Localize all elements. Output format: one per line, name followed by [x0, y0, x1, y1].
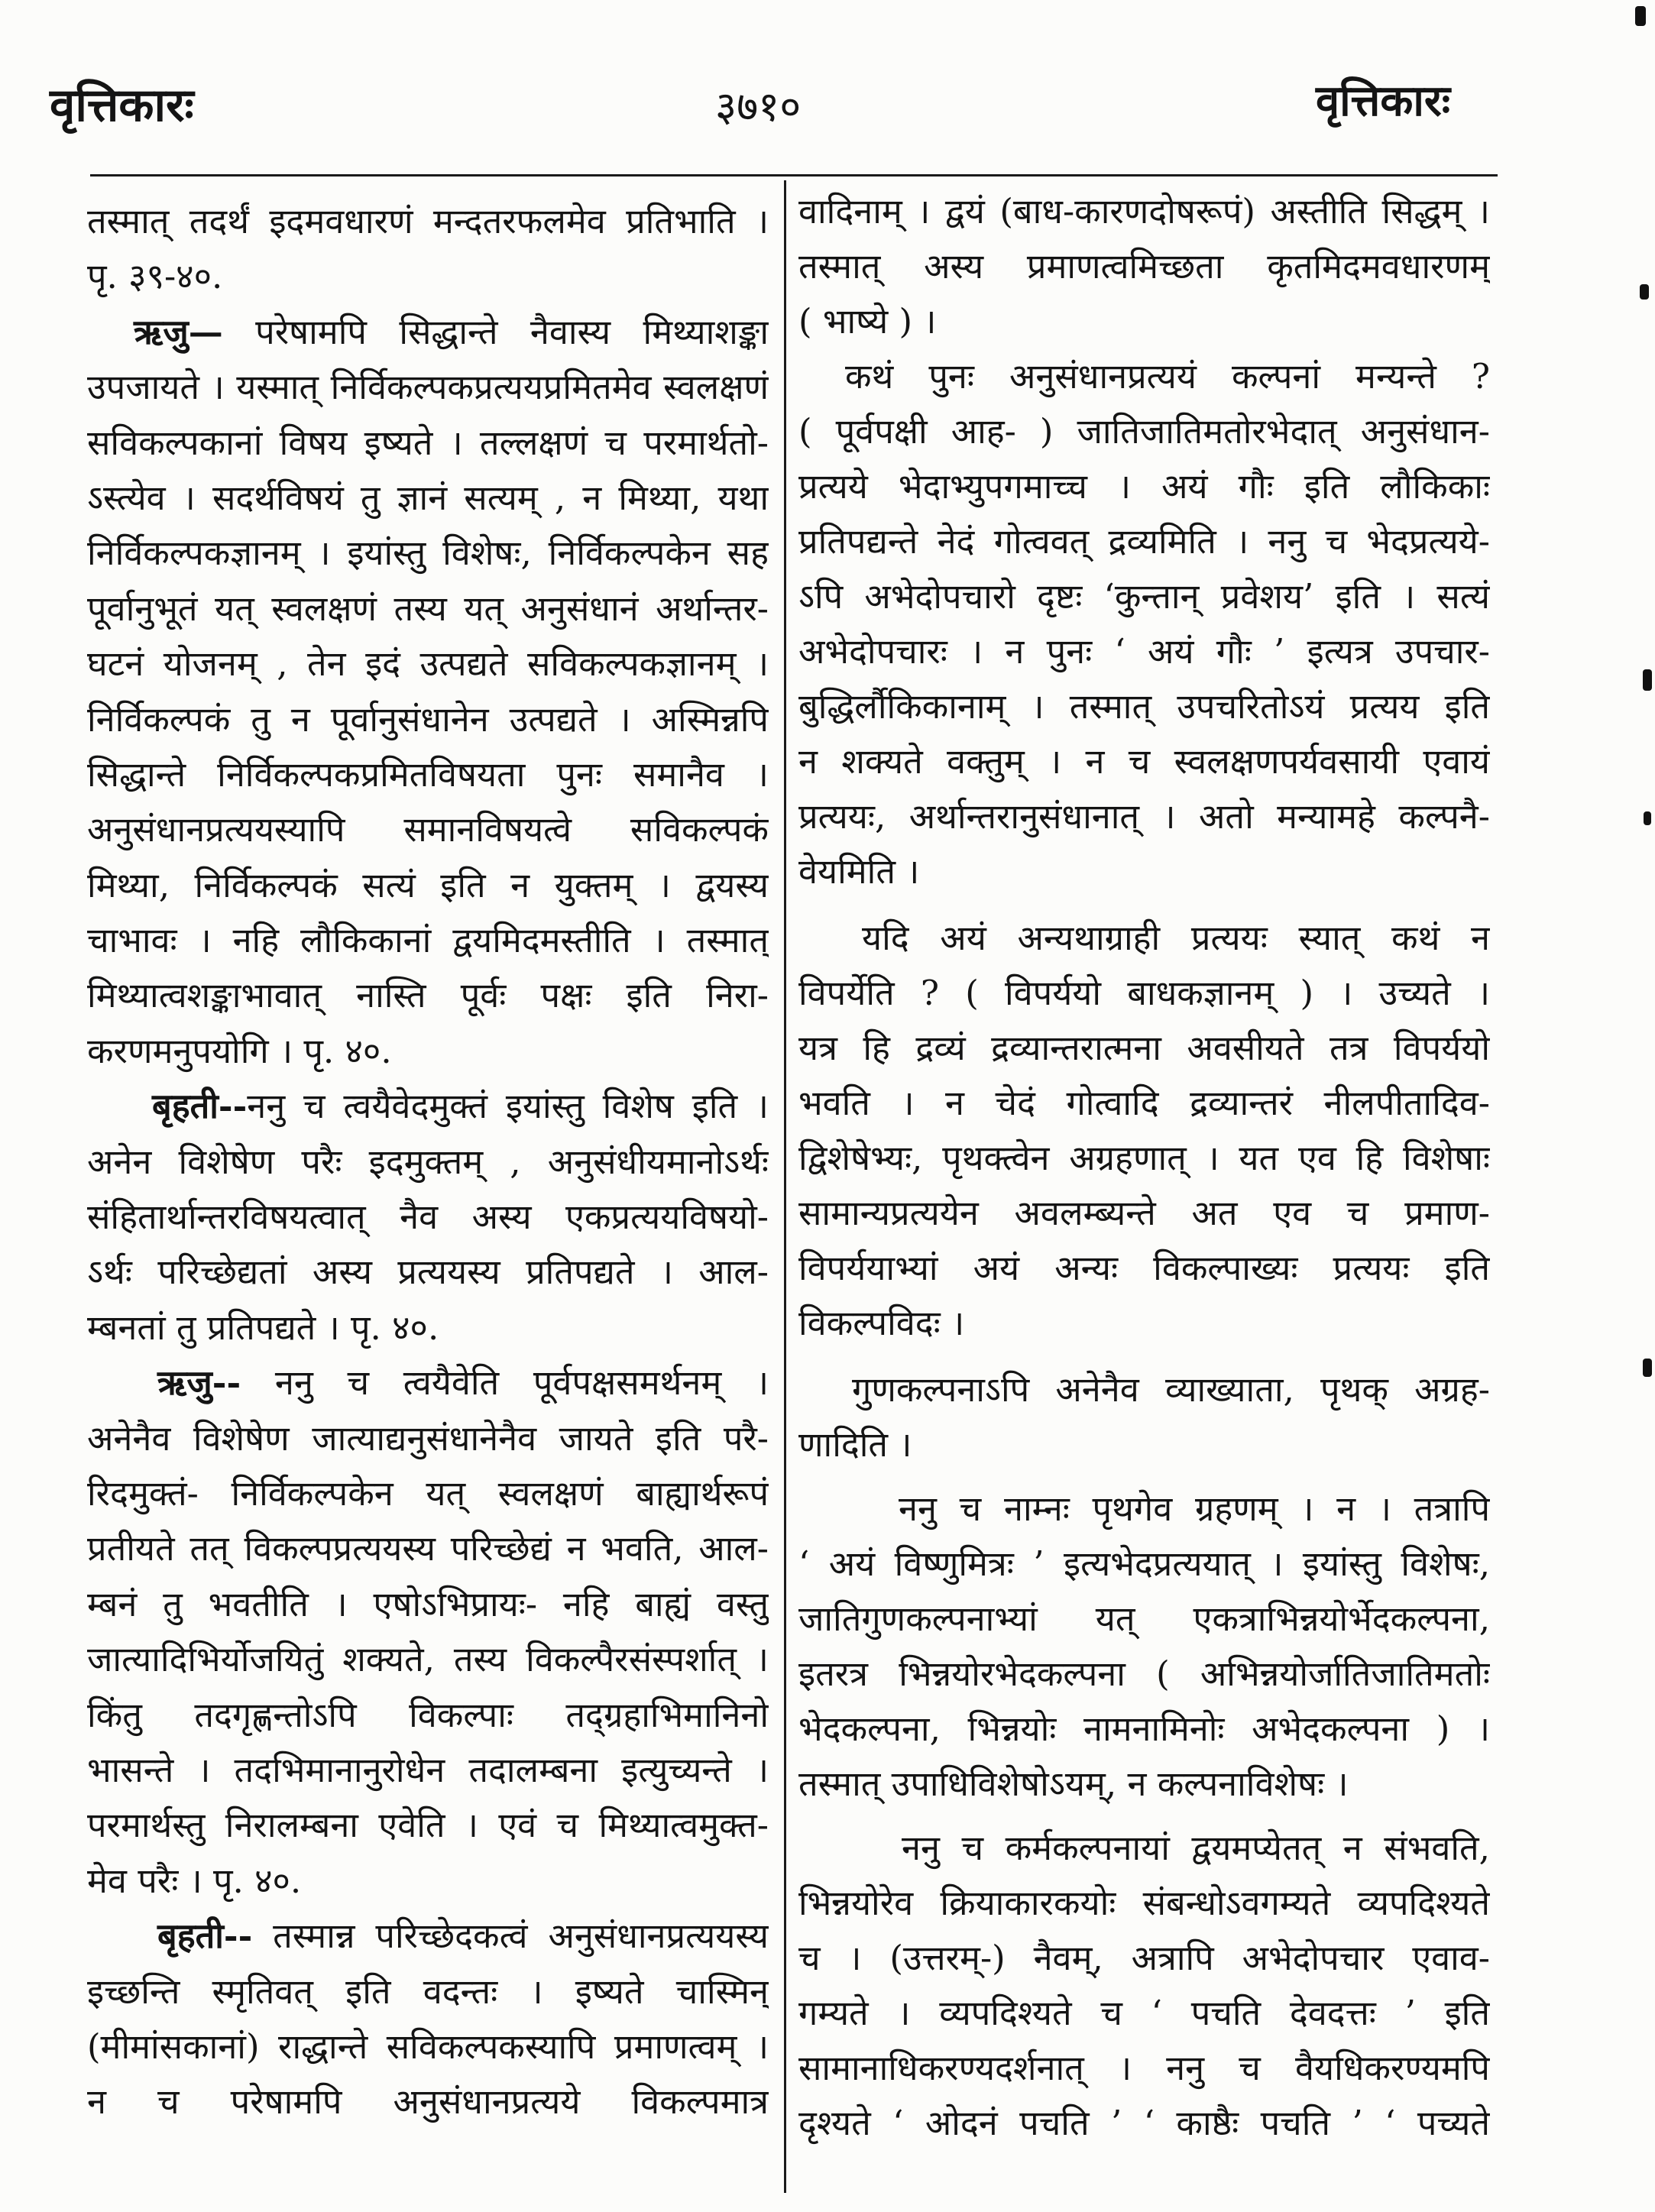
text-line: इच्छन्ति स्मृतिवत् इति वदन्तः । इष्यते चास्मिन् — [87, 1971, 769, 2012]
text-line: चाभावः । नहि लौकिकानां द्वयमिदमस्तीति । तस्मात् — [87, 920, 769, 961]
text-line: ‘ अयं विष्णुमित्रः ’ इत्यभेदप्रत्ययात् । इयांस्तु विशेषः, — [798, 1543, 1490, 1584]
scan-mark — [1635, 6, 1646, 26]
text-line: विकल्पविदः । — [798, 1303, 965, 1343]
text-line: गम्यते । व्यपदिश्यते च ‘ पचति देवदत्तः ’ इति — [798, 1993, 1490, 2033]
commentator-label: बृहती-- — [157, 1916, 253, 1957]
text-line: जातिगुणकल्पनाभ्यां यत् एकत्राभिन्नयोर्भेदकल्पना, — [798, 1598, 1490, 1639]
text-line: भेदकल्पना, भिन्नयोः नामनामिनोः अभेदकल्पना ) । — [798, 1708, 1490, 1749]
page-reference-line: म्बनतां तु प्रतिपद्यते । पृ. ४०. — [87, 1307, 439, 1348]
text-line: न शक्यते वक्तुम् । न च स्वलक्षणपर्यवसायी एवायं — [798, 741, 1490, 782]
running-head-right: वृत्तिकारः — [1316, 76, 1451, 126]
page-reference-line: करणमनुपयोगि । पृ. ४०. — [87, 1030, 392, 1071]
commentary-paragraph-start — [87, 305, 769, 360]
text-line: बुद्धिर्लौकिकानाम् । तस्मात् उपचरितोऽयं प्रत्यय इति — [798, 686, 1490, 727]
text-line: विपर्ययाभ्यां अयं अन्यः विकल्पाख्यः प्रत्ययः इति — [798, 1248, 1490, 1288]
text-line: सामान्यप्रत्ययेन अवलम्ब्यन्ते अत एव च प्रमाण- — [798, 1193, 1490, 1233]
scan-mark — [1643, 669, 1652, 691]
text-line: ( पूर्वपक्षी आह- ) जातिजातिमतोरभेदात् अनुसंधान- — [798, 411, 1490, 452]
text-line: ऽस्त्येव । सदर्थविषयं तु ज्ञानं सत्यम् , न मिथ्या, यथा — [87, 477, 769, 518]
text-line: म्बनं तु भवतीति । एषोऽभिप्रायः- नहि बाह्यं वस्तु — [87, 1583, 769, 1624]
commentator-label: ऋजु— — [134, 311, 223, 352]
text-line: भासन्ते । तदभिमानानुरोधेन तदालम्बना इत्युच्यन्ते । — [87, 1749, 769, 1790]
text-line-content: ननु च त्वयैवेति पूर्वपक्षसमर्थनम् । — [274, 1362, 769, 1404]
text-line: किंतु तदगृह्णन्तोऽपि विकल्पाः तद्ग्रहाभिमानिनो — [87, 1694, 769, 1735]
paragraph-start: ननु च नाम्नः पृथगेव ग्रहणम् । न । तत्रापि — [899, 1488, 1490, 1529]
text-line: प्रतिपद्यन्ते नेदं गोत्ववत् द्रव्यमिति । ननु च भेदप्रत्यये- — [798, 521, 1490, 562]
text-line-content: ननु च त्वयैवेदमुक्तं इयांस्तु विशेष इति । — [247, 1086, 769, 1127]
paragraph-start: गुणकल्पनाऽपि अनेनैव व्याख्याता, पृथक् अग्रह- — [852, 1369, 1490, 1410]
text-line: प्रत्यये भेदाभ्युपगमाच्च । अयं गौः इति लौकिकाः — [798, 466, 1490, 507]
text-line: ऽपि अभेदोपचारो दृष्टः ‘कुन्तान् प्रवेशय’ इति । सत्यं — [798, 576, 1490, 617]
text-line: मिथ्यात्वशङ्काभावात् नास्ति पूर्वः पक्षः इति निरा- — [87, 975, 769, 1016]
text-line: सामानाधिकरण्यदर्शनात् । ननु च वैयधिकरण्यमपि — [798, 2048, 1490, 2088]
text-line: च । (उत्तरम्-) नैवम्, अत्रापि अभेदोपचार एवाव- — [798, 1938, 1490, 1978]
page-number: ३७१० — [715, 83, 802, 131]
text-line-content: परेषामपि सिद्धान्ते नैवास्य मिथ्याशङ्का — [255, 311, 769, 352]
commentary-paragraph-start — [87, 1909, 769, 1964]
column-divider — [784, 180, 786, 2193]
text-line: विपर्येति ? ( विपर्ययो बाधकज्ञानम् ) । उच्यते । — [798, 973, 1490, 1013]
scan-mark — [1644, 811, 1651, 825]
text-line: जात्यादिभिर्योजयितुं शक्यते, तस्य विकल्पैरसंस्पर्शात् । — [87, 1639, 769, 1680]
commentary-paragraph-start — [87, 1355, 769, 1410]
scan-mark — [1643, 1359, 1652, 1377]
text-line: तस्मात् अस्य प्रमाणत्वमिच्छता कृतमिदमवधारणम् — [798, 246, 1490, 287]
text-line: उपजायते । यस्मात् निर्विकल्पकप्रत्ययप्रमितमेव स्वलक्षणं — [87, 367, 769, 408]
text-line: प्रत्ययः, अर्थान्तरानुसंधानात् । अतो मन्यामहे कल्पनै- — [798, 796, 1490, 837]
text-line: तस्मात् तदर्थं इदमवधारणं मन्दतरफलमेव प्रतिभाति । — [87, 201, 769, 241]
text-line: संहितार्थान्तरविषयत्वात् नैव अस्य एकप्रत्ययविषयो- — [87, 1197, 769, 1238]
text-line: अनेनैव विशेषेण जात्याद्यनुसंधानेनैव जायते इति परै- — [87, 1417, 769, 1459]
text-line: यत्र हि द्रव्यं द्रव्यान्तरात्मना अवसीयते तत्र विपर्ययो — [798, 1028, 1490, 1068]
text-line: रिदमुक्तं- निर्विकल्पकेन यत् स्वलक्षणं बाह्यार्थरूपं — [87, 1472, 769, 1514]
header-rule — [90, 174, 1498, 177]
page-reference-line: मेव परैः । पृ. ४०. — [87, 1860, 302, 1901]
text-line: तस्मात् उपाधिविशेषोऽयम्, न कल्पनाविशेषः । — [798, 1763, 1349, 1804]
text-line: सिद्धान्ते निर्विकल्पकप्रमितविषयता पुनः समानैव । — [87, 753, 769, 795]
paragraph-start: ननु च कर्मकल्पनायां द्वयमप्येतत् न संभवति, — [902, 1828, 1490, 1868]
text-line: अनुसंधानप्रत्ययस्यापि समानविषयत्वे सविकल्पकं — [87, 809, 769, 850]
scan-mark — [1640, 284, 1649, 300]
right-column — [798, 184, 1490, 2151]
left-column — [87, 194, 769, 2130]
text-line: भवति । न चेदं गोत्वादि द्रव्यान्तरं नीलपीतादिव- — [798, 1083, 1490, 1123]
text-line: परमार्थस्तु निरालम्बना एवेति । एवं च मिथ्यात्वमुक्त- — [87, 1805, 769, 1846]
text-line-content: तस्मान्न परिच्छेदकत्वं अनुसंधानप्रत्ययस्य — [273, 1916, 769, 1957]
commentator-label: ऋजु-- — [157, 1362, 241, 1404]
text-line: वेयमिति । — [798, 851, 920, 892]
text-line: दृश्यते ‘ ओदनं पचति ’ ‘ काष्ठैः पचति ’ ‘ पच्यते — [798, 2103, 1490, 2143]
page-reference-line: पृ. ३९-४०. — [87, 256, 223, 297]
text-line: मिथ्या, निर्विकल्पकं सत्यं इति न युक्तम् । द्वयस्य — [87, 864, 769, 905]
text-line: अनेन विशेषेण परैः इदमुक्तम् , अनुसंधीयमानोऽर्थः — [87, 1141, 769, 1182]
text-line: ( भाष्ये ) । — [798, 301, 937, 342]
paragraph-start: यदि अयं अन्यथाग्राही प्रत्ययः स्यात् कथं न — [862, 918, 1490, 958]
text-line: ऽर्थः परिच्छेद्यतां अस्य प्रत्ययस्य प्रतिपद्यते । आल- — [87, 1252, 769, 1293]
commentary-paragraph-start — [87, 1079, 769, 1134]
text-line: न च परेषामपि अनुसंधानप्रत्यये विकल्पमात्र — [87, 2081, 769, 2123]
paragraph-start: कथं पुनः अनुसंधानप्रत्ययं कल्पनां मन्यन्ते ? — [845, 356, 1490, 397]
text-line: इतरत्र भिन्नयोरभेदकल्पना ( अभिन्नयोर्जातिजातिमतोः — [798, 1653, 1490, 1694]
text-line: पूर्वानुभूतं यत् स्वलक्षणं तस्य यत् अनुसंधानं अर्थान्तर- — [87, 588, 769, 629]
text-line: निर्विकल्पकज्ञानम् । इयांस्तु विशेषः, निर्विकल्पकेन सह — [87, 533, 769, 574]
text-line: सविकल्पकानां विषय इष्यते । तल्लक्षणं च परमार्थतो- — [87, 422, 769, 463]
text-line: द्विशेषेभ्यः, पृथक्त्वेन अग्रहणात् । यत एव हि विशेषाः — [798, 1138, 1490, 1178]
text-line: अभेदोपचारः । न पुनः ‘ अयं गौः ’ इत्यत्र उपचार- — [798, 631, 1490, 672]
text-line: घटनं योजनम् , तेन इदं उत्पद्यते सविकल्पकज्ञानम् । — [87, 643, 769, 685]
text-line: निर्विकल्पकं तु न पूर्वानुसंधानेन उत्पद्यते । अस्मिन्नपि — [87, 698, 769, 740]
text-line: प्रतीयते तत् विकल्पप्रत्ययस्य परिच्छेद्यं न भवति, आल- — [87, 1528, 769, 1569]
running-head-left: वृत्तिकारः — [50, 79, 194, 132]
text-line: णादिति । — [798, 1424, 912, 1465]
text-line: वादिनाम् । द्वयं (बाध-कारणदोषरूपं) अस्तीति सिद्धम् । — [798, 191, 1490, 232]
text-line: (मीमांसकानां) राद्धान्ते सविकल्पकस्यापि प्रमाणत्वम् । — [87, 2026, 769, 2067]
commentator-label: बृहती-- — [152, 1086, 248, 1127]
text-line: भिन्नयोरेव क्रियाकारकयोः संबन्धोऽवगम्यते व्यपदिश्यते — [798, 1883, 1490, 1923]
